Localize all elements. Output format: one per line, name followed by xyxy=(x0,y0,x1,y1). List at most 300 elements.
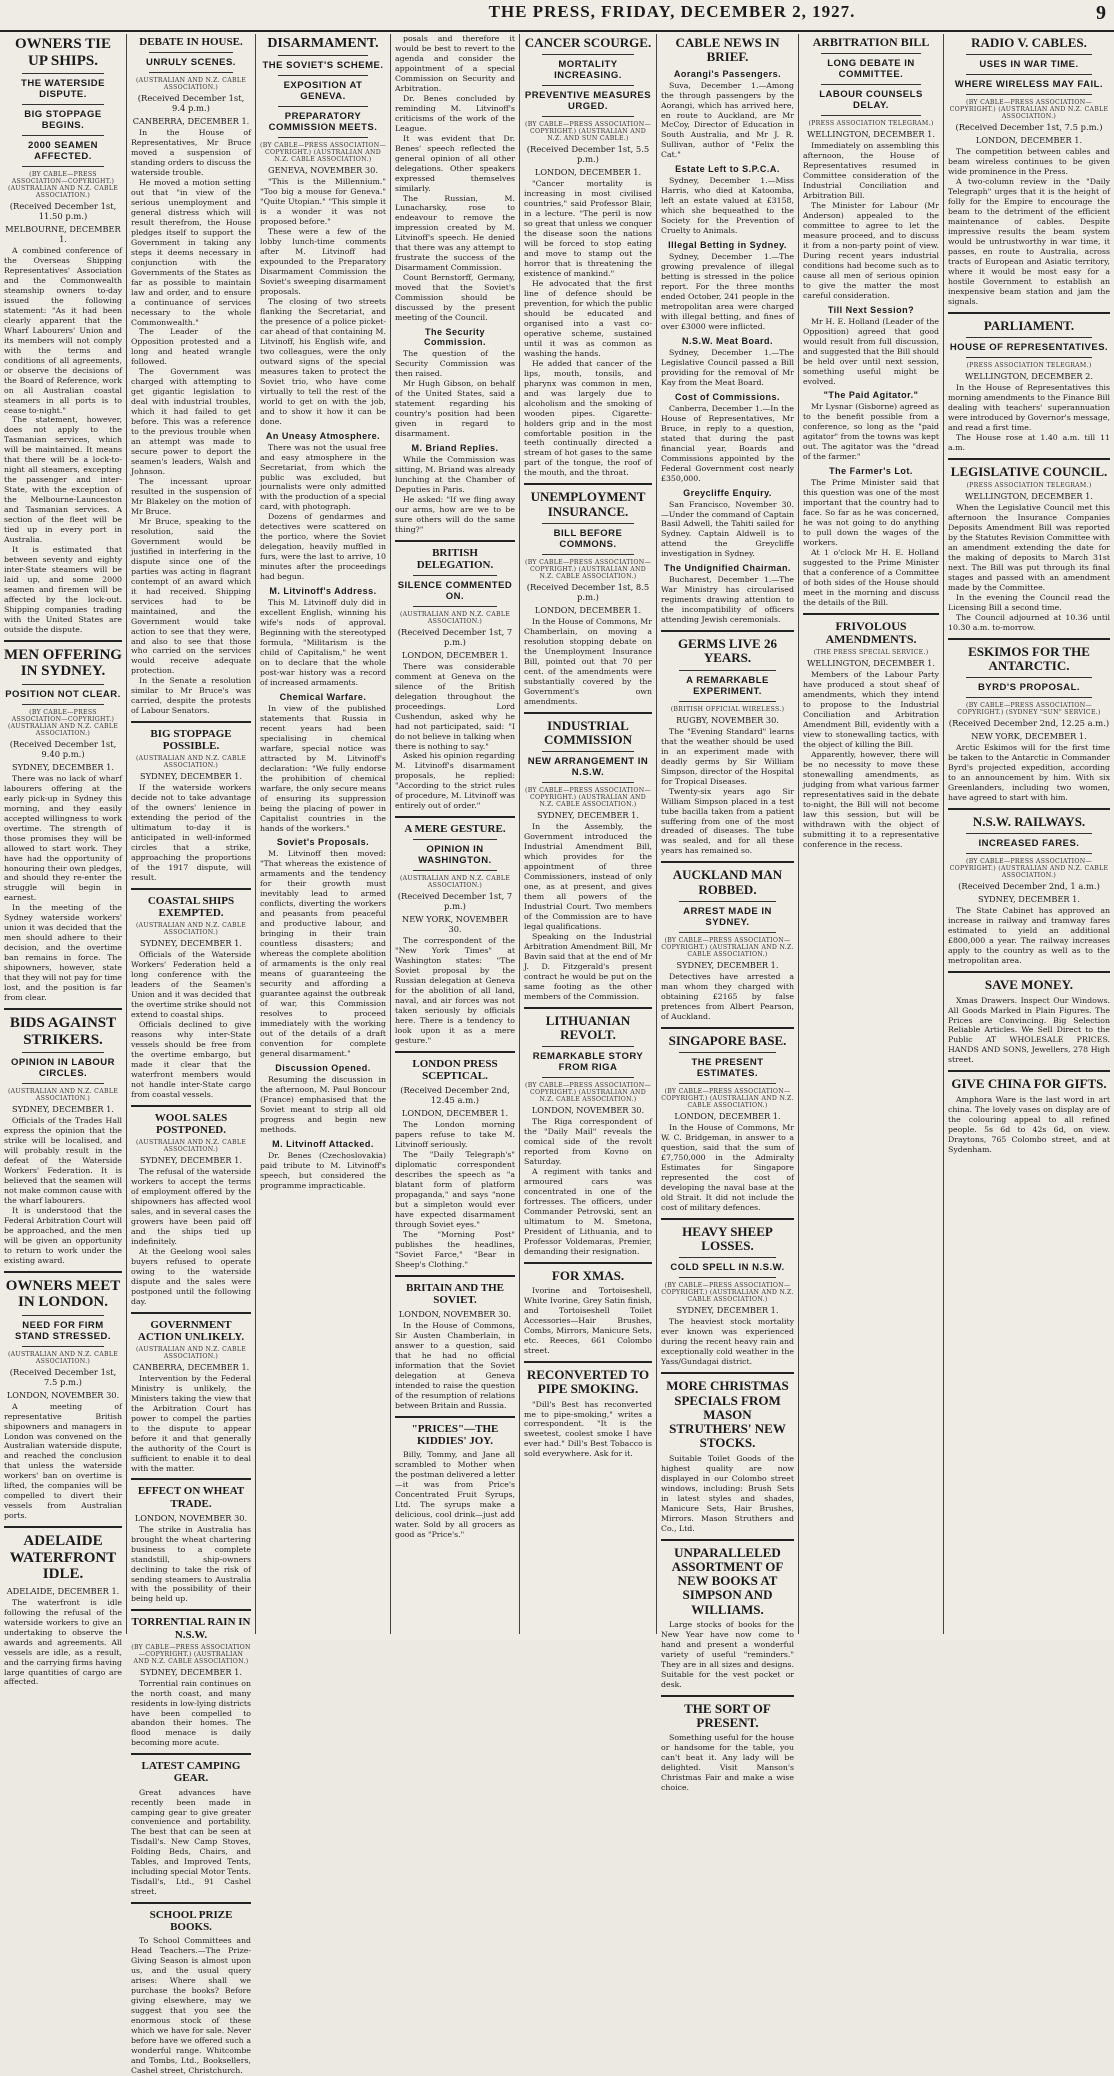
subhead-rule xyxy=(22,704,104,705)
masthead-title: THE PRESS, FRIDAY, DECEMBER 2, 1927. xyxy=(488,2,856,21)
paragraph: To School Committees and Head Teachers.—The Prize-Giving Season is almost upon us, and the usual query arises: Where shall we purchase the books? Before giving elsewhere, may we suggest that you see the enormous stock of these which we have for sale. Never before have we offered such a wonderful range. Whitcombe and Tombs, Ltd., Booksellers, Cashel street, Christchurch. xyxy=(131,1936,251,2075)
paragraph: While the Commission was sitting, M. Briand was already lunching at the Chamber of Deputies in Paris. xyxy=(395,454,515,494)
subhead-rule xyxy=(278,75,368,76)
article-divider xyxy=(131,1478,251,1480)
article xyxy=(661,1695,794,1793)
article xyxy=(661,1218,794,1367)
subheadline: THE PRESENT ESTIMATES. xyxy=(691,1057,764,1080)
paragraph: The Riga correspondent of the "Daily Mail" reveals the comical side of the revolt reported from Kovno on Saturday. xyxy=(524,1117,652,1167)
section-subhead: "The Paid Agitator." xyxy=(823,390,919,401)
subhead-rule xyxy=(542,116,634,117)
subhead-rule xyxy=(542,554,634,555)
received-time: (Received December 1st, 7 p.m.) xyxy=(397,891,513,912)
paragraph: When the Legislative Council met this afternoon the Insurance Companies Deposits Amendment Bill was reported by the Statutes Revision Committee with an amendment extending the date for the making of deposits to March 31st next. The Bill was put through its final stages and passed with an amendment made by the Committee. xyxy=(948,503,1110,592)
wire-credit: (AUSTRALIAN AND N.Z. CABLE ASSOCIATION.) xyxy=(399,875,511,890)
headline: LEGISLATIVE COUNCIL. xyxy=(950,463,1108,479)
subhead-rule xyxy=(542,782,634,783)
column-3 xyxy=(256,34,391,1634)
article-divider xyxy=(661,630,794,632)
received-time: (Received December 2nd, 12.45 a.m.) xyxy=(400,1085,510,1106)
paragraph: Sydney, December 1.—The growing prevalence of illegal betting is stressed in the police report. For the three months ended October, 241 people in the metropolitan area were charged with illegal betting, and fines of over £3000 were inflicted. xyxy=(661,252,794,331)
article-divider xyxy=(948,1070,1110,1072)
paragraph: There was no lack of wharf labourers offering at the early pick-up in Sydney this morning, and they easily accepted willingness to work overtime. The strength of those promises they will be allowed to start work. They have had the opportunity of honouring their own pledges, and should they re-enter the struggle will begin in earnest. xyxy=(4,773,122,903)
paragraph: There was not the usual free and easy atmosphere in the Secretariat, from which the public was excluded, but journalists were only admitted with the production of a special card, with photograph. xyxy=(260,442,386,512)
subhead-rule xyxy=(22,1346,104,1347)
paragraph: Amphora Ware is the last word in art china. The lovely vases on display are of the colouring appeal to all refined people. 5s 6d to 42s 6d, on view. Draytons, 765 Colombo street, and at Sydenham. xyxy=(948,1094,1110,1154)
subheadline: WHERE WIRELESS MAY FAIL. xyxy=(954,79,1104,91)
article xyxy=(948,638,1110,803)
paragraph: Billy, Tommy, and Jane all scrambled to Mother when the postman delivered a letter—it was from Price's Concentrated Fruit Syrups, Ltd. The syrups make a delicious, cool drink—just add water. Sold by all grocers as good as "Price's." xyxy=(395,1449,515,1539)
wire-credit: (AUSTRALIAN AND N.Z. CABLE ASSOCIATION.) xyxy=(135,1345,247,1360)
paragraph: A regiment with tanks and armoured cars was concentrated in one of the fortresses. The officers, under Commander Petrovski, sent an ultimatum to M. Smetona, President of Lithuania, and to Professor Voldemaras, Premier, demanding their resignation. xyxy=(524,1167,652,1256)
paragraph: These were a few of the lobby lunch-time comments after M. Litvinoff had expounded to the Preparatory Disarmament Commission the Soviet's sweeping disarmament proposals. xyxy=(260,227,386,297)
article-divider xyxy=(661,1539,794,1541)
paragraph: The statement, however, does not apply to the Tasmanian services, which will be maintained. It means that there will be a lock-to-night all steamers, excepting the passenger and inter-State, with the exception of the Melbourne-Launceston and Tasmanian services. A section of the fleet will be tied up in every port in Australia. xyxy=(4,415,122,545)
article xyxy=(661,630,794,856)
dateline: WELLINGTON, DECEMBER 1. xyxy=(807,658,935,669)
subhead-rule xyxy=(22,684,104,685)
headline: SAVE MONEY. xyxy=(984,977,1074,993)
article xyxy=(4,1526,122,1687)
dateline: WELLINGTON, DECEMBER 1. xyxy=(807,129,935,140)
headline: UNPARALLELED ASSORTMENT OF NEW BOOKS AT SIMPSON AND WILLIAMS. xyxy=(671,1544,784,1617)
paragraph: The strike in Australia has brought the wheat chartering business to a complete standstill, ship-owners declining to take the risk of sending steamers to Australia with the possibility of their being held up. xyxy=(131,1524,251,1604)
headline: COASTAL SHIPS EXEMPTED. xyxy=(147,895,235,920)
headline: BRITISH DELEGATION. xyxy=(416,546,494,571)
subheadline: POSITION NOT CLEAR. xyxy=(5,688,121,700)
paragraph: The London morning papers refuse to take M. Litvinoff seriously. xyxy=(395,1120,515,1150)
subhead-rule xyxy=(22,1083,104,1084)
subheadline: SILENCE COMMENTED ON. xyxy=(397,579,513,602)
subhead-rule xyxy=(542,1077,634,1078)
subheadline: NEW ARRANGEMENT IN N.S.W. xyxy=(527,756,649,779)
headline: BRITAIN AND THE SOVIET. xyxy=(405,1281,504,1306)
wire-credit: (BY CABLE—PRESS ASSOCIATION—COPYRIGHT.) (AUSTRALIAN AND N.Z. CABLE ASSOCIATION.) xyxy=(949,99,1109,121)
subhead-rule xyxy=(413,839,497,840)
paragraph: Officials declined to give reasons why inter-State vessels should be free from the overtime embargo, but made it clear that the waterfront members would not handle inter-State cargo from coastal vessels. xyxy=(131,1020,251,1099)
article-divider xyxy=(4,1526,122,1528)
headline: GERMS LIVE 26 YEARS. xyxy=(678,636,777,666)
subheadline: INCREASED FARES. xyxy=(978,838,1080,850)
paragraph: Ivorine and Tortoiseshell, White Ivorine, Grey Satin finish, and Tortoiseshell Toilet Accessories—Hair Brushes, Combs, Mirrors, Manicure Sets, etc. Reeces, 661 Colombo street. xyxy=(524,1286,652,1355)
article xyxy=(131,1105,251,1307)
paragraph: It is understood that the Federal Arbitration Court will be approached, and the men will be given an opportunity to return to work under the existing award. xyxy=(4,1205,122,1265)
paragraph: Bucharest, December 1.—The War Ministry has circularised regiments drawing attention to the incompatibility of officers attending Jewish ceremonials. xyxy=(661,575,794,625)
article xyxy=(661,1372,794,1533)
dateline: LONDON, DECEMBER 1. xyxy=(401,1108,509,1119)
dateline: WELLINGTON, DECEMBER 1. xyxy=(965,491,1093,502)
headline: N.S.W. RAILWAYS. xyxy=(972,814,1086,830)
paragraph: Twenty-six years ago Sir William Simpson placed in a test tube bacilla taken from a patient suffering from one of the most dreaded of diseases. The tube was sealed, and for all these years has remained so. xyxy=(661,786,794,856)
dateline: LONDON, DECEMBER 1. xyxy=(401,649,509,660)
article xyxy=(4,1271,122,1522)
article xyxy=(4,36,122,635)
paragraph: Torrential rain continues on the north coast, and many residents in low-lying districts have been compelled to abandon their homes. The flood menace is daily becoming more acute. xyxy=(131,1678,251,1748)
article-divider xyxy=(524,483,652,485)
dateline: SYDNEY, DECEMBER 1. xyxy=(11,1104,114,1115)
paragraph: Officials of the Trades Hall express the opinion that the strike will be localised, and will probably result in the defeat of the Waterside Workers' Federation. It is believed that the seamen will not make common cause with the wharf labourers. xyxy=(4,1116,122,1205)
paragraph: Asked his opinion regarding M. Litvinoff's disarmament proposals, he replied: "According to the strict rules of procedure, M. Litvinoff was entirely out of order." xyxy=(395,751,515,811)
subhead-rule xyxy=(22,73,104,74)
article xyxy=(131,1753,251,1897)
headline: PARLIAMENT. xyxy=(983,317,1075,333)
article xyxy=(395,816,515,1046)
subhead-rule xyxy=(966,833,1092,834)
article-divider xyxy=(4,640,122,642)
subheadline: OPINION IN WASHINGTON. xyxy=(418,844,492,867)
article-divider xyxy=(395,1416,515,1418)
wire-credit: (BY CABLE—PRESS ASSOCIATION—COPYRIGHT.) (AUSTRALIAN AND N.Z. CABLE ASSOCIATION.) xyxy=(7,171,119,199)
section-subhead: The Undignified Chairman. xyxy=(663,563,791,574)
wire-credit: (BY CABLE—PRESS ASSOCIATION—COPYRIGHT.) (AUSTRALIAN AND N.Z. CABLE ASSOCIATION.) xyxy=(949,858,1109,880)
subheadline: BYRD'S PROPOSAL. xyxy=(977,682,1081,694)
article xyxy=(524,483,652,706)
paragraph: posals and therefore it would be best to revert to the agenda and consider the appointment of a special Commission on Security and Arbitration. xyxy=(395,34,515,93)
dateline: LONDON, NOVEMBER 30. xyxy=(6,1389,120,1400)
wire-credit: (BY CABLE—PRESS ASSOCIATION—COPYRIGHT.) (AUSTRALIAN AND N.Z. CABLE ASSOCIATION.) xyxy=(260,142,387,164)
subheadline: ARREST MADE IN SYDNEY. xyxy=(683,905,772,928)
subhead-rule xyxy=(966,94,1092,95)
section-subhead: Greycliffe Enquiry. xyxy=(683,487,772,498)
subheadline: BILL BEFORE COMMONS. xyxy=(553,527,623,550)
paragraph: Count Bernstorff, Germany, moved that the Soviet's Commission should be discussed by the present meeting of the Council. xyxy=(395,273,515,323)
headline: OWNERS MEET IN LONDON. xyxy=(5,1277,121,1311)
subhead-rule xyxy=(679,1083,776,1084)
column-8 xyxy=(944,34,1114,1634)
article xyxy=(4,1008,122,1266)
headline: FOR XMAS. xyxy=(551,1267,625,1283)
paragraph: There was considerable comment at Geneva on the silence of the British delegation throughout the proceedings. Lord Cushendun, asked why he had not participated, said: "I do not believe in talking when there is nothing to say." xyxy=(395,661,515,751)
paragraph: This M. Litvinoff duly did in excellent English, winning his wife's nods of approval. Beginning with the stereotyped formula, "Militarism is the child of Capitalism," he went on to declare that the whole post-war history was a record of increased armaments. xyxy=(260,598,386,687)
paragraph: Sydney, December 1.—Miss Harris, who died at Katoomba, left an estate valued at £3158, which she bequeathed to the Society for the Prevention of Cruelty to Animals. xyxy=(661,176,794,236)
article-divider xyxy=(131,1312,251,1314)
article xyxy=(524,712,652,1002)
column-container xyxy=(0,34,1114,2075)
headline: LATEST CAMPING GEAR. xyxy=(141,1760,241,1785)
headline: ADELAIDE WATERFRONT IDLE. xyxy=(9,1533,117,1583)
paragraph: Mr Bruce, speaking to the resolution, said the Government would be justified in interfering in the dispute since one of the parties was acting in flagrant contempt of an award which it had received. Shipping services had to be maintained, and the Government would take action to see that they were, and also to see that those who carried on the services would receive adequate protection. xyxy=(131,516,251,676)
column-4 xyxy=(391,34,520,1634)
paragraph: It is estimated that between seventy and eighty inter-State steamers will be laid up, and some 2000 seamen and firemen will be affected by the lock-out. Shipping companies trading with the United States are outside the dispute. xyxy=(4,545,122,634)
subhead-rule xyxy=(679,1052,776,1053)
subhead-rule xyxy=(679,670,776,671)
section-subhead: Cost of Commissions. xyxy=(674,391,780,402)
headline: CANCER SCOURGE. xyxy=(524,35,652,50)
paragraph: Mr Hugh Gibson, on behalf of the United States, said a statement regarding his country's position had been given in regard to disarmament. xyxy=(395,379,515,438)
subhead-rule xyxy=(22,135,104,136)
subheadline: PREVENTIVE MEASURES URGED. xyxy=(524,90,652,113)
dateline: ADELAIDE, DECEMBER 1. xyxy=(6,1585,120,1596)
headline: CABLE NEWS IN BRIEF. xyxy=(675,35,780,65)
article xyxy=(948,458,1110,633)
article-divider xyxy=(948,458,1110,460)
paragraph: In the House of Commons, Mr Chamberlain, on moving a resolution stopping debate on the Unemployment Insurance Bill, pointed out that 70 per cent. of the amendments were substantially covered by the Government's own amendments. xyxy=(524,616,652,706)
article xyxy=(395,34,515,535)
paragraph: Apparently, however, there will be no necessity to move these stonewalling amendments, as judging from what various farmer representatives said in the debate to-night, the Bill will not become law this session, but will be withdrawn with the object of submitting it to a representative conference in the recess. xyxy=(803,750,939,849)
subheadline: EXPOSITION AT GENEVA. xyxy=(283,80,363,103)
section-subhead: The Farmer's Lot. xyxy=(829,466,913,477)
article-divider xyxy=(661,1372,794,1374)
wire-credit: (AUSTRALIAN AND N.Z. CABLE ASSOCIATION.) xyxy=(7,1350,119,1365)
subhead-rule xyxy=(821,53,921,54)
article-divider xyxy=(131,1902,251,1904)
article-divider xyxy=(131,1609,251,1611)
paragraph: In the Assembly, the Government introduced the Industrial Amendment Bill, which provides for the appointment of three Commissioners, instead of only one, as at present, and gives them all powers of the Industrial Court. Two members of the Commission are to have legal qualifications. xyxy=(524,822,652,931)
article-divider xyxy=(803,613,939,615)
headline: "PRICES"—THE KIDDIES' JOY. xyxy=(411,1422,499,1447)
subheadline: LONG DEBATE IN COMMITTEE. xyxy=(827,58,915,81)
paragraph: The "Evening Standard" learns that the weather should be used in an experiment made with deadly germs by Sir William Simpson, director of the Hospital for Tropical Diseases. xyxy=(661,726,794,786)
section-subhead: Illegal Betting in Sydney. xyxy=(668,240,787,251)
paragraph: The Leader of the Opposition protested and a long and heated wrangle followed. xyxy=(131,327,251,367)
column-5 xyxy=(520,34,657,1634)
dateline: SYDNEY, DECEMBER 1. xyxy=(676,959,779,970)
paragraph: Officials of the Waterside Workers' Federation held a long conference with the leaders of the Seamen's Union and it was decided that the overtime strike should not extend to coastal ships. xyxy=(131,950,251,1020)
paragraph: The "Daily Telegraph's" diplomatic correspondent describes the speech as "a blatant form of platform propaganda," and says "none but a simpleton would ever have expected disarmament through Soviet eyes." xyxy=(395,1150,515,1229)
paragraph: In the evening the Council read the Licensing Bill a second time. xyxy=(948,592,1110,612)
article xyxy=(661,36,794,625)
paragraph: A combined conference of the Overseas Shipping Representatives' Association and the Commonwealth steamship owners to-day issued the following statement: "As it had been clearly apparent that the Wharf Labourers' Union and its members will not comply with the terms and conditions of all agreements, or observe the decisions of the Board of Reference, work on all Australian coastal steamers in all ports is to cease to-night." xyxy=(4,246,122,415)
paragraph: Mr Lysnar (Gisborne) agreed as to the benefit possible from a conference, so long as the "paid agitator" from the towns was kept out. The agitator was the "dread of the farmer." xyxy=(803,402,939,462)
headline: INDUSTRIAL COMMISSION xyxy=(543,717,633,747)
paragraph: The correspondent of the "New York Times" at Washington states: "The Soviet proposal by the Russian delegation at Geneva for the abolition of all land, naval, and air forces was not taken seriously by officials here. There is a tendency to look upon it as a mere gesture." xyxy=(395,936,515,1046)
paragraph: A meeting of representative British shipowners and managers in London was convened on the Australian waterside dispute, and reached the conclusion that unless the waterside workers' ban on overtime is lifted, the companies will be compelled to divert their vessels from Australian ports. xyxy=(4,1401,122,1521)
wire-credit: (AUSTRALIAN AND N.Z. CABLE ASSOCIATION.) xyxy=(399,610,511,625)
headline: GOVERNMENT ACTION UNLIKELY. xyxy=(137,1318,245,1343)
paragraph: The Prime Minister said that this question was one of the most important that the country had to face. So far as he was concerned, he was not going to do anything to pull down the wages of the workers. xyxy=(803,478,939,548)
paragraph: The State Cabinet has approved an increase in railway and tramway fares estimated to yield an additional £800,000 a year. The railway increases apply to the country as well as to the metropolitan area. xyxy=(948,906,1110,966)
dateline: GENEVA, NOVEMBER 30. xyxy=(268,165,378,176)
dateline: SYDNEY, DECEMBER 1. xyxy=(977,894,1080,905)
paragraph: Xmas Drawers. Inspect Our Windows. All Goods Marked in Plain Figures. The Prices are Convincing. Big Selection Reliable Articles. We Sell Direct to the Public AT WHOLESALE PRICES. HANDS AND SONS, Jewellers, 278 High street. xyxy=(948,995,1110,1065)
received-time: (Received December 1st, 7.5 p.m.) xyxy=(9,1366,117,1387)
paragraph: In the House of Commons, Mr W. C. Bridgeman, in answer to a question, said that the sum of £7,750,000 in the Admiralty Estimates for Singapore represented the cost of developing the naval base at the old Strait. It did not include the cost of military defences. xyxy=(661,1123,794,1212)
column-7 xyxy=(799,34,944,1634)
subhead-rule xyxy=(542,54,634,55)
paragraph: In the House of Representatives this morning amendments to the Finance Bill dealing with teachers' superannuation were introduced by Governor's message, and read a first time. xyxy=(948,383,1110,432)
paragraph: Members of the Labour Party have produced a stout sheaf of amendments, which they intend to propose to the Industrial Conciliation and Arbitration Amendment Bill, evidently with a view to stonewalling tactics, with the object of killing the Bill. xyxy=(803,670,939,750)
subheadline: COLD SPELL IN N.S.W. xyxy=(670,1262,785,1274)
paragraph: Something useful for the house or handsome for the table, you can't beat it. Any lady will be delighted. Visit Manson's Christmas Fair and make a wise choice. xyxy=(661,1733,794,1793)
headline: DEBATE IN HOUSE. xyxy=(139,36,243,48)
article xyxy=(395,540,515,812)
article-divider xyxy=(131,888,251,890)
headline: LITHUANIAN REVOLT. xyxy=(545,1012,631,1042)
paragraph: Dozens of gendarmes and detectives were scattered on the portico, where the Soviet delegation, heavily muffled in furs, were the last to arrive, 10 minutes after the proceedings had begun. xyxy=(260,512,386,582)
section-subhead: Chemical Warfare. xyxy=(279,691,367,702)
headline: GIVE CHINA FOR GIFTS. xyxy=(951,1076,1107,1092)
subhead-rule xyxy=(413,606,497,607)
subheadline: BIG STOPPAGE BEGINS. xyxy=(24,109,102,131)
section-subhead: M. Litvinoff's Address. xyxy=(269,586,377,597)
article-divider xyxy=(948,971,1110,973)
paragraph: In the House of Commons, Sir Austen Chamberlain, in answer to a question, said that he had no official information that the Soviet delegation at Geneva intended to raise the question of the resumption of relations between Britain and Russia. xyxy=(395,1320,515,1410)
masthead xyxy=(0,0,1114,32)
wire-credit: (BY CABLE—PRESS ASSOCIATION—COPYRIGHT.) (AUSTRALIAN AND N.Z. CABLE ASSOCIATION.) xyxy=(661,1088,794,1110)
paragraph: In the meeting of the Sydney waterside workers' union it was decided that the men should adhere to their decision, and the overtime ban remains in force. The shipowners, however, state that they will not pay for time lost, and the position is far from clear. xyxy=(4,903,122,1003)
column-2 xyxy=(127,34,256,2075)
subheadline: OPINION IN LABOUR CIRCLES. xyxy=(10,1057,116,1080)
article xyxy=(131,1902,251,2076)
article xyxy=(4,640,122,1003)
paragraph: It was evident that Dr. Benes' speech reflected the general opinion of all other delegations. Other speakers expressed themselves similarly. xyxy=(395,133,515,193)
subhead-rule xyxy=(821,115,921,116)
subhead-rule xyxy=(413,575,497,576)
subhead-rule xyxy=(966,54,1092,55)
subhead-rule xyxy=(966,677,1092,678)
page-number: 9 xyxy=(1096,2,1106,24)
subhead-rule xyxy=(542,751,634,752)
headline: LONDON PRESS SCEPTICAL. xyxy=(412,1058,498,1083)
subhead-rule xyxy=(966,357,1092,358)
article xyxy=(948,312,1110,453)
dateline: LONDON, DECEMBER 1. xyxy=(534,604,642,615)
paragraph: He moved a motion setting out that "in view of the serious unemployment and general distress which will result therefrom, the House pledges itself to support the Government in taking any steps it deems necessary in conjunction with the Governments of the States as far as possible to maintain law and order, and to ensure a continuance of services necessary to the whole Commonwealth." xyxy=(131,177,251,327)
received-time: (Received December 1st, 5.5 p.m.) xyxy=(526,144,650,165)
article xyxy=(131,721,251,883)
article xyxy=(131,1312,251,1474)
paragraph: Immediately on assembling this afternoon, the House of Representatives resumed in Committee consideration of the Industrial Conciliation and Arbitration Bill. xyxy=(803,141,939,201)
subhead-rule xyxy=(149,72,233,73)
subheadline: THE WATERSIDE DISPUTE. xyxy=(21,78,105,100)
dateline: LONDON, NOVEMBER 30. xyxy=(134,1512,248,1523)
subhead-rule xyxy=(22,1052,104,1053)
article-divider xyxy=(4,1271,122,1273)
headline: UNEMPLOYMENT INSURANCE. xyxy=(530,489,646,519)
paragraph: If the waterside workers decide not to take advantage of the owners' lenience in extending the period of the ultimatum to-day it is anticipated in well-informed circles that a strike, approaching the proportions of the 1917 dispute, will result. xyxy=(131,783,251,883)
article xyxy=(803,613,939,850)
article xyxy=(131,36,251,716)
paragraph: The Government was charged with attempting to get gigantic legislation to deal with industrial troubles, which it had failed to get before. This was a reference to the previous trouble when an attempt was made to secure power to deport the seamen's leaders, Walsh and Johnson. xyxy=(131,367,251,477)
dateline: SYDNEY, DECEMBER 1. xyxy=(139,938,242,949)
subhead-rule xyxy=(278,55,368,56)
article xyxy=(395,1416,515,1540)
paragraph: The competition between cables and beam wireless continues to be given wide prominence in the Press. xyxy=(948,147,1110,177)
subhead-rule xyxy=(278,137,368,138)
wire-credit: (AUSTRALIAN AND N.Z. CABLE ASSOCIATION.) xyxy=(135,922,247,937)
paragraph: He added that cancer of the lips, mouth, tonsils, and pharynx was common in men, and was largely due to alcoholism and the smoking of wooden pipes. Cigarette-holders grip and in the most comfortable position in the teeth continually directed a stream of hot gases to the same part of the tongue, the roof of the mouth, and the throat. xyxy=(524,358,652,478)
dateline: LONDON, NOVEMBER 30. xyxy=(398,1308,512,1319)
paragraph: The Russian, M. Lunacharsky, rose to endeavour to remove the impression created by M. Litvinoff's speech. He denied that there was any attempt to frustrate the success of the Disarmament Commission. xyxy=(395,193,515,273)
article xyxy=(661,861,794,1021)
headline: TORRENTIAL RAIN IN N.S.W. xyxy=(131,1616,251,1641)
article xyxy=(260,36,386,1191)
subheadline: PREPARATORY COMMISSION MEETS. xyxy=(268,111,378,134)
wire-credit: (BY CABLE—PRESS ASSOCIATION—COPYRIGHT.) (SYDNEY "SUN" SERVICE.) xyxy=(957,702,1101,717)
subhead-rule xyxy=(22,104,104,105)
subheadline: LABOUR COUNSELS DELAY. xyxy=(819,89,923,112)
received-time: (Received December 1st, 11.50 p.m.) xyxy=(9,201,117,221)
article-divider xyxy=(524,1361,652,1363)
article xyxy=(948,808,1110,966)
article-divider xyxy=(4,1008,122,1010)
paragraph: A two-column review in the "Daily Telegraph" urges that it is the height of folly for the Empire to encourage the beam to the detriment of the efficient maintenance of cables. Despite impressive results the beam system would be untrustworthy in war time, it passes, en route to Australia, across tracts of European and Asiatic territory, where it would be most easy for a hostile Government to establish an inexpensive beam station and jam the signals. xyxy=(948,177,1110,306)
paragraph: Intervention by the Federal Ministry is unlikely, the Ministers taking the view that the Arbitration Court has power to compel the parties to the dispute to appear before it and that generally the authority of the Court is sufficient to enable it to deal with the matter. xyxy=(131,1373,251,1473)
paragraph: The House rose at 1.40 a.m. till 11 a.m. xyxy=(948,432,1110,452)
subhead-rule xyxy=(679,701,776,702)
article xyxy=(524,1262,652,1356)
paragraph: "Dill's Best has reconverted me to pipe-smoking," writes a correspondent. "It is the sweetest, coolest smoke I have ever had." Dill's Best Tobacco is sold everywhere. Ask for it. xyxy=(524,1399,652,1459)
headline: EFFECT ON WHEAT TRADE. xyxy=(137,1485,245,1510)
article xyxy=(131,1609,251,1748)
subhead-rule xyxy=(966,337,1092,338)
subhead-rule xyxy=(966,853,1092,854)
paragraph: Speaking on the Industrial Arbitration Amendment Bill, Mr Bavin said that at the end of Mr J. D. Fitzgerald's present contract he would be put on the same footing as the other members of the Commission. xyxy=(524,931,652,1001)
subheadline: REMARKABLE STORY FROM RIGA xyxy=(532,1051,644,1074)
wire-credit: (AUSTRALIAN AND N.Z. CABLE ASSOCIATION.) xyxy=(7,1088,119,1103)
headline: A MERE GESTURE. xyxy=(404,823,506,836)
paragraph: Suva, December 1.—Among the through passengers by the Aorangi, which has arrived here, en route to Auckland, are Mr McCoy, Director of Education in South Australia, and Mr J. R. Sullivan, author of "Felix the Cat." xyxy=(661,80,794,160)
article-divider xyxy=(395,816,515,818)
dateline: NEW YORK, NOVEMBER 30. xyxy=(402,914,508,935)
article xyxy=(803,36,939,608)
article-divider xyxy=(395,1275,515,1277)
paragraph: The Minister for Labour (Mr Anderson) appealed to the committee to agree to let the measure proceed, and to discuss it from a non-party point of view. During recent years industrial conditions had become such as to cause all men of serious opinion to give the matter the most careful consideration. xyxy=(803,201,939,300)
wire-credit: (BRITISH OFFICIAL WIRELESS.) xyxy=(670,705,785,713)
article xyxy=(524,36,652,478)
paragraph: He advocated that the first line of defence should be prevention, for which the public should be educated and organised into a vast co-operative scheme, sustained until it was as common as washing the hands. xyxy=(524,278,652,358)
wire-credit: (PRESS ASSOCIATION TELEGRAM.) xyxy=(808,120,934,128)
paragraph: The waterfront is idle following the refusal of the waterside workers to give an undertaking to observe the awards and agreements. All vessels are idle, as a result, and the carrying firms having large quantities of cargo are affected. xyxy=(4,1597,122,1687)
paragraph: The closing of two streets flanking the Secretariat, and the presence of a police picket-car ahead of that containing M. Litvinoff, his English wife, and two colleagues, were the only outward signs of the special measures taken to protect the Soviet trio, who have come virtually to tell the rest of the world to get on with the job, and to show it how it can be done. xyxy=(260,297,386,426)
dateline: WELLINGTON, DECEMBER 2. xyxy=(965,371,1093,382)
received-time: (Received December 1st, 9.40 p.m.) xyxy=(9,738,117,759)
article-divider xyxy=(131,1753,251,1755)
received-time: (Received December 1st, 8.5 p.m.) xyxy=(526,581,650,602)
article xyxy=(661,1539,794,1690)
received-time: (Received December 1st, 9.4 p.m.) xyxy=(137,93,245,114)
paragraph: M. Litvinoff then moved: "That whereas the existence of armaments and the tendency for their growth must inevitably lead to armed conflicts, diverting the workers and peasants from peaceful and productive labour, and bringing in their train countless disasters; and whereas the complete abolition of armaments is the only real means of guaranteeing the security and affording a guarantee against the outbreak of war, this Commission resolves to proceed immediately with the working out of the details of a draft convention for complete general disarmament." xyxy=(260,849,386,1058)
article-divider xyxy=(948,638,1110,640)
paragraph: The refusal of the waterside workers to accept the terms of employment offered by the shipowners has affected wool sales, and in several cases the growers have been paid off and the ships tied up indefinitely. xyxy=(131,1167,251,1246)
wire-credit: (AUSTRALIAN AND N.Z. CABLE ASSOCIATION.) xyxy=(135,755,247,770)
paragraph: Suitable Toilet Goods of the highest quality are now displayed in our Colombo street windows, including: Brush Sets in latest styles and shades, Manicure Sets, Hair Brushes, Mirrors. Mason Struthers and Co., Ltd. xyxy=(661,1453,794,1533)
wire-credit: (AUSTRALIAN AND N.Z. CABLE ASSOCIATION.) xyxy=(135,1139,247,1154)
subhead-rule xyxy=(542,523,634,524)
subheadline: USES IN WAR TIME. xyxy=(979,59,1079,71)
article-divider xyxy=(661,1695,794,1697)
subheadline: NEED FOR FIRM STAND STRESSED. xyxy=(14,1319,111,1342)
article xyxy=(948,971,1110,1065)
article-divider xyxy=(661,1218,794,1220)
paragraph: Large stocks of books for the New Year have now come to hand and present a wonderful variety of useful "reminders." They are in all sizes and designs. Suitable for the vest pocket or desk. xyxy=(661,1619,794,1689)
wire-credit: (BY CABLE—PRESS ASSOCIATION—COPYRIGHT.) (AUSTRALIAN AND N.Z. CABLE ASSOCIATION.) xyxy=(524,1082,651,1104)
subhead-rule xyxy=(679,901,776,902)
paragraph: "This is the Millennium." "Too big a mouse for Geneva." "Quite Utopian." "This simple it is a wonder it was not proposed before." xyxy=(260,177,386,227)
paragraph: "Cancer mortality is increasing in most civilised countries," said Professor Blair, in a lecture. "The peril is now so great that unless we conquer the disease soon the nations will be forced to stop eating and move to stamp out the horror that is threatening the existence of mankind." xyxy=(524,179,652,279)
article-divider xyxy=(948,808,1110,810)
headline: RADIO V. CABLES. xyxy=(971,35,1087,50)
article-divider xyxy=(524,1007,652,1009)
paragraph: Resuming the discussion in the afternoon, M. Paul Boncour (France) emphasised that the Soviet meant to strip all old progress and begin new methods. xyxy=(260,1074,386,1134)
headline: RECONVERTED TO PIPE SMOKING. xyxy=(526,1366,650,1397)
dateline: SYDNEY, DECEMBER 1. xyxy=(139,1155,242,1166)
paragraph: Sydney, December 1.—The Legislative Council passed a Bill providing for the removal of Mr Kay from the Meat Board. xyxy=(661,347,794,387)
paragraph: In the House of Representatives, Mr Bruce moved a suspension of standing orders to discuss the waterside trouble. xyxy=(131,128,251,177)
wire-credit: (BY CABLE—PRESS ASSOCIATION—COPYRIGHT.) (AUSTRALIAN AND N.Z. CABLE ASSOCIATION.) xyxy=(7,708,119,737)
headline: DISARMAMENT. xyxy=(267,36,379,51)
wire-credit: (THE PRESS SPECIAL SERVICE.) xyxy=(813,649,929,657)
received-time: (Received December 1st, 7 p.m.) xyxy=(397,626,513,647)
paragraph: Great advances have recently been made in camping gear to give greater convenience and portability. The best that can be seen at Tisdall's. New Camp Stoves, Folding Beds, Chairs, and Tables, and Improved Tents, including special Motor Tents. Tisdall's, Ltd., 91 Cashel street. xyxy=(131,1787,252,1897)
article-divider xyxy=(661,1027,794,1029)
headline: ESKIMOS FOR THE ANTARCTIC. xyxy=(968,643,1090,674)
paragraph: At 1 o'clock Mr H. E. Holland suggested to the Prime Minister that a conference of a Committee of both sides of the House should meet in the morning and discuss the details of the Bill. xyxy=(803,548,939,607)
paragraph: In the Senate a resolution similar to Mr Bruce's was carried, despite the protests of Labour Senators. xyxy=(131,676,251,716)
subhead-rule xyxy=(542,85,634,86)
section-subhead: Aorangi's Passengers. xyxy=(673,68,782,79)
wire-credit: (PRESS ASSOCIATION TELEGRAM.) xyxy=(966,362,1092,370)
